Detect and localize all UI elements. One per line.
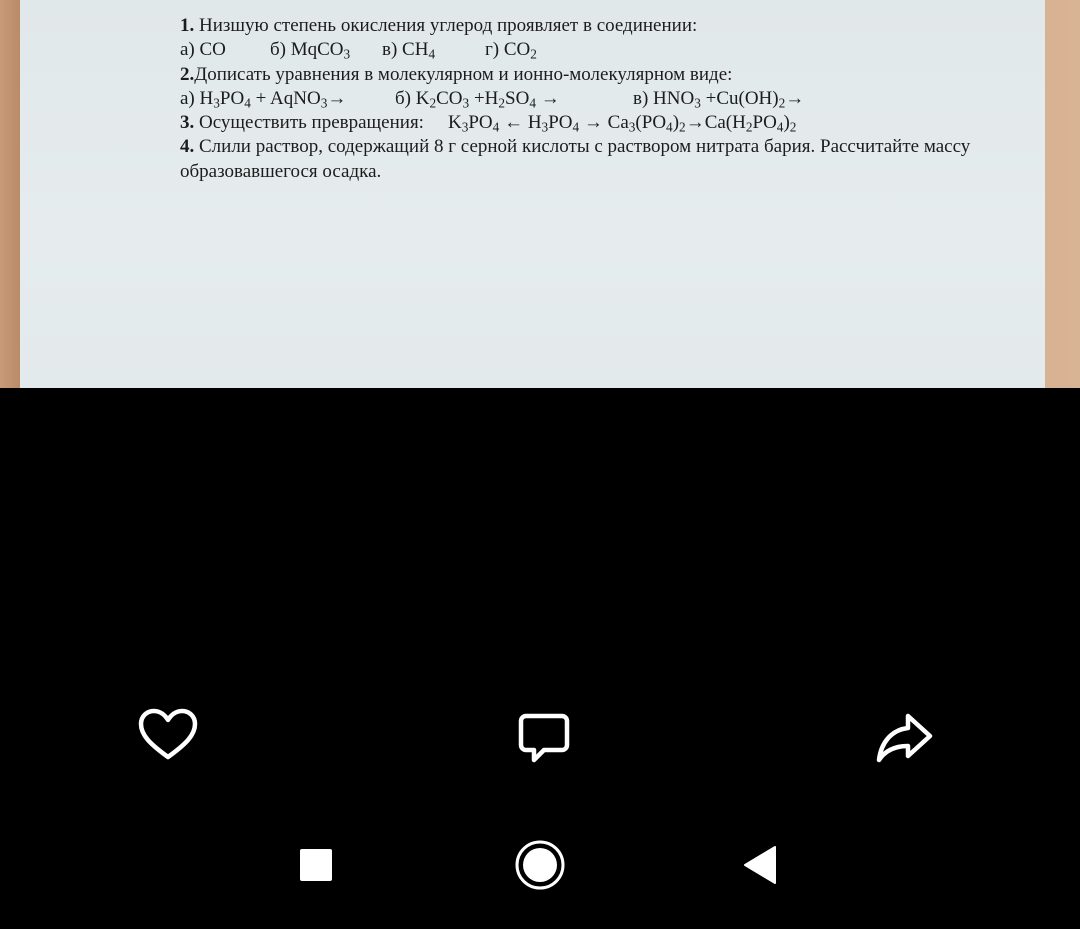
question-2-reactions (158, 87, 998, 111)
formula-part: PO (468, 112, 493, 134)
reaction-c (633, 87, 804, 111)
formula-subscript: 3 (213, 95, 220, 111)
question-number: 3. (180, 112, 195, 134)
formula-part: →Ca(H (685, 112, 746, 134)
formula-subscript: 2 (778, 95, 786, 111)
square-icon (299, 848, 333, 882)
formula-part: PO (219, 87, 245, 109)
question-text: Осуществить превращения: (194, 112, 424, 134)
formula-part: → (535, 87, 560, 109)
reaction-b (395, 87, 633, 111)
formula-subscript: 2 (679, 119, 686, 135)
formula-part: б) MqCO (270, 39, 344, 61)
question-text: Слили раствор, содержащий 8 г серной кислоты с раствором нитрата бария. Рассчитайте массу образовавшегося осадка. (180, 136, 971, 182)
formula-part: K (447, 112, 462, 134)
formula-subscript: 3 (541, 119, 549, 135)
question-1-options (158, 38, 998, 62)
formula-part: → Ca (579, 112, 629, 134)
formula-part: (PO (635, 112, 667, 134)
formula-subscript: 3 (320, 95, 328, 111)
reaction-a (180, 87, 395, 111)
formula-subscript: 4 (244, 95, 251, 111)
formula-subscript: 3 (628, 119, 636, 135)
share-icon (872, 708, 936, 764)
formula-subscript: 3 (461, 119, 469, 135)
formula-subscript: 2 (498, 95, 506, 111)
formula-subscript: 3 (462, 95, 470, 111)
formula-subscript: 4 (529, 95, 536, 111)
action-bar (0, 700, 1080, 780)
option-d (485, 38, 537, 62)
question-3 (158, 111, 998, 135)
recents-button[interactable] (281, 830, 351, 900)
question-number: 4. (180, 136, 195, 158)
like-button[interactable] (132, 698, 204, 770)
formula-part: а) H (180, 87, 214, 109)
formula-part: PO (548, 112, 573, 134)
option-b (270, 38, 382, 62)
formula-part: ← H (499, 112, 542, 134)
question-number: 1. (180, 15, 195, 36)
formula-subscript: 2 (745, 119, 753, 135)
question-text: Низшую степень окисления углерод проявляет в соединении: (194, 15, 698, 36)
formula-part: б) K (395, 87, 430, 109)
formula-part: ) (783, 112, 790, 134)
system-navigation-bar (0, 830, 1080, 900)
formula-subscript: 2 (789, 119, 797, 135)
formula-part: г) CO (485, 39, 531, 61)
formula-part: PO (752, 112, 777, 134)
formula-part: ) (672, 112, 680, 134)
back-triangle-icon (742, 845, 778, 885)
question-2 (158, 63, 998, 87)
share-button[interactable] (868, 700, 940, 772)
option-c (382, 38, 485, 62)
formula-subscript: 4 (666, 119, 673, 135)
formula-part: +H (469, 87, 499, 109)
heart-icon (136, 706, 200, 762)
formula-part: в) HNO (633, 87, 695, 109)
formula-subscript: 2 (530, 46, 537, 62)
formula-subscript: 4 (428, 46, 436, 62)
back-button[interactable] (725, 830, 795, 900)
comment-button[interactable] (508, 702, 580, 774)
question-number: 2. (180, 63, 195, 85)
formula-subscript: 3 (343, 46, 351, 62)
home-button[interactable] (505, 830, 575, 900)
question-text: Дописать уравнения в молекулярном и ионно-молекулярном виде: (194, 63, 733, 85)
formula-subscript: 4 (572, 119, 580, 135)
formula-part: → (327, 87, 347, 109)
question-4 (158, 135, 998, 184)
formula-subscript: 3 (694, 95, 701, 111)
formula-part: в) CH (382, 39, 429, 61)
formula-subscript: 2 (429, 95, 437, 111)
circle-icon (514, 839, 566, 891)
question-1 (158, 14, 998, 38)
task-text (158, 14, 998, 184)
formula-part: CO (436, 87, 463, 109)
photo-image (0, 0, 1080, 388)
formula-part: + AqNO (250, 87, 321, 109)
formula-part: → (785, 87, 805, 109)
formula-subscript: 4 (492, 119, 500, 135)
comment-icon (516, 710, 572, 766)
option-a: а) CO (180, 39, 226, 61)
formula-part: +Cu(OH) (700, 87, 779, 109)
transformation-chain (448, 112, 796, 133)
formula-subscript: 4 (776, 119, 784, 135)
formula-part: SO (505, 87, 530, 109)
